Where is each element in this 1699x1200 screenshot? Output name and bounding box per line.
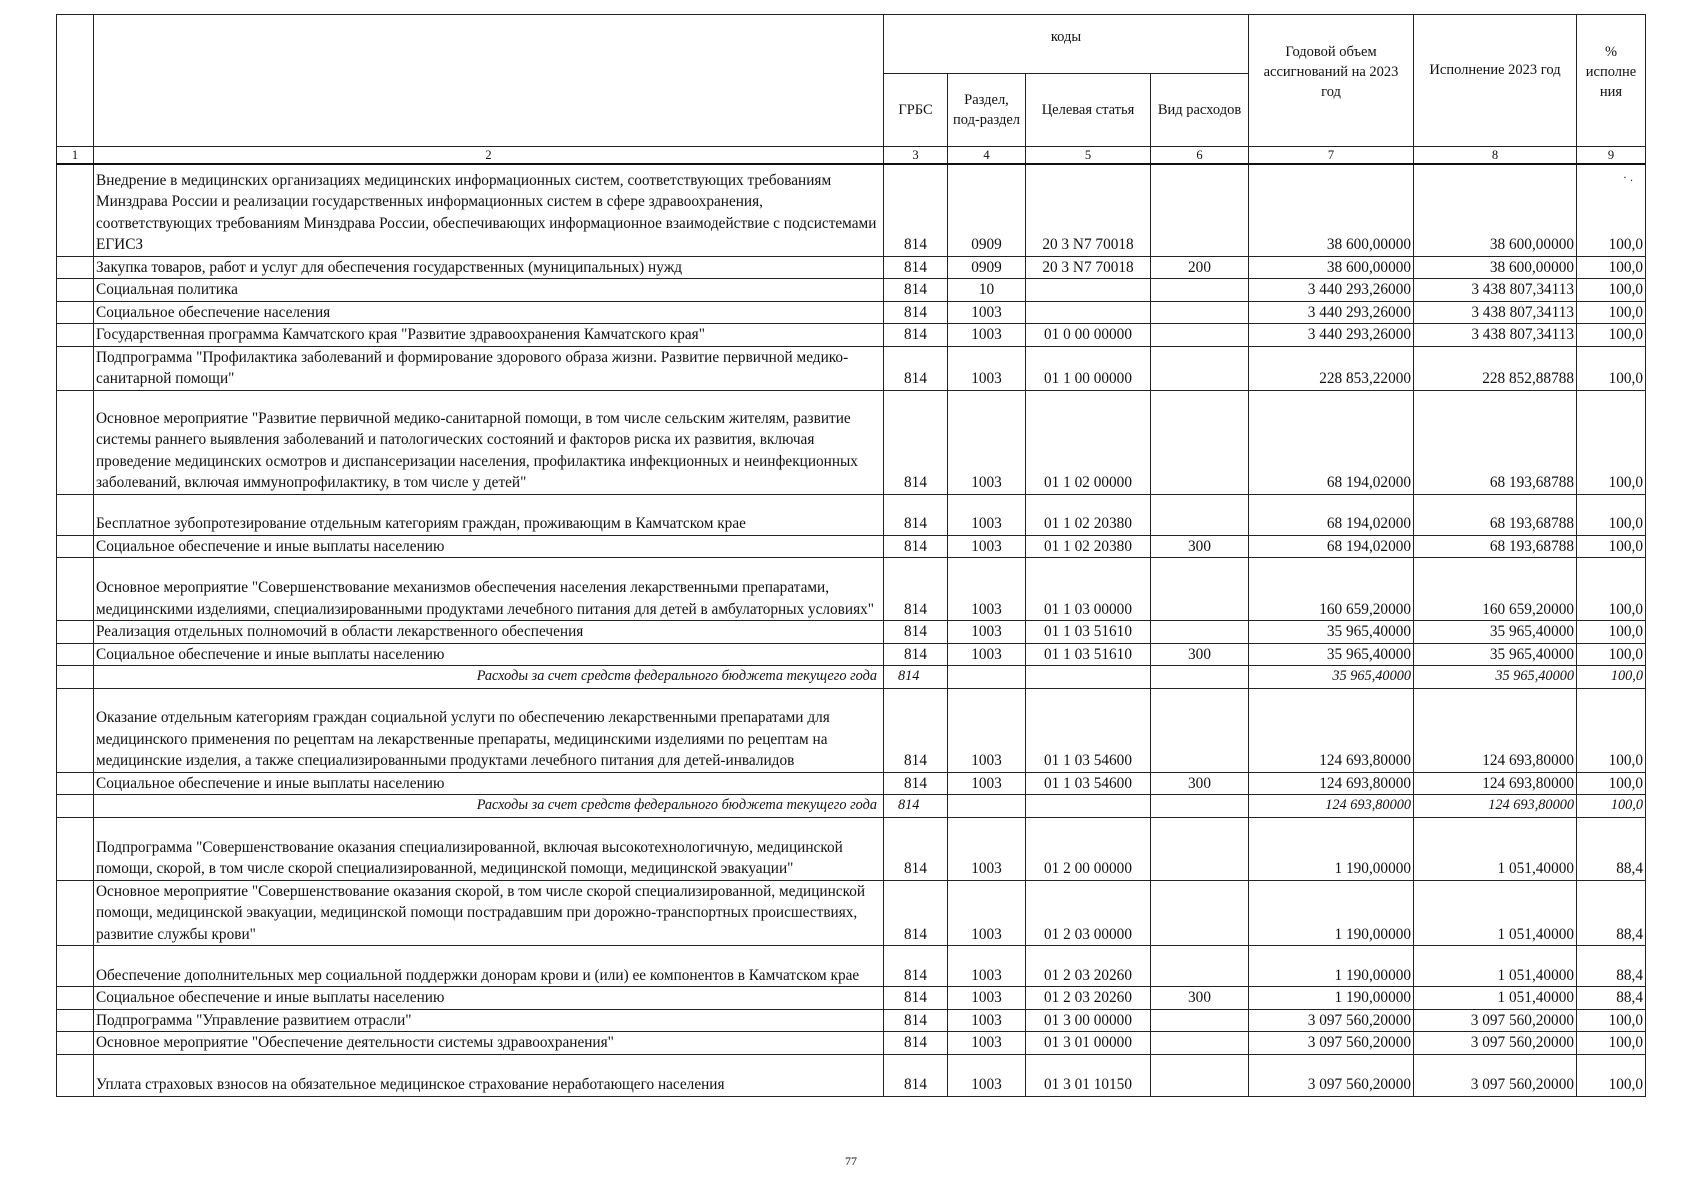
table-row — [57, 301, 1646, 324]
row-annual: 35 965,40000 — [1249, 643, 1414, 666]
row-grbs: 814 — [884, 795, 948, 818]
row-type — [1151, 688, 1249, 772]
row-grbs: 814 — [884, 643, 948, 666]
row-grbs: 814 — [884, 390, 948, 494]
header-type: Вид расходов — [1151, 74, 1249, 147]
column-numbers-row — [57, 147, 1646, 165]
row-grbs: 814 — [884, 688, 948, 772]
table-row — [57, 164, 1646, 256]
row-percent: 100,0 — [1577, 558, 1646, 621]
row-target: 01 1 03 51610 — [1026, 621, 1151, 644]
table-row — [57, 346, 1646, 390]
row-percent — [1577, 164, 1646, 256]
table-row — [57, 1032, 1646, 1055]
row-name: Социальное обеспечение населения — [94, 301, 884, 324]
col-number: 2 — [94, 147, 884, 165]
row-type — [1151, 164, 1249, 256]
row-name: Государственная программа Камчатского края "Развитие здравоохранения Камчатского края" — [94, 324, 884, 347]
row-section: 1003 — [948, 643, 1026, 666]
row-annual: 3 440 293,26000 — [1249, 324, 1414, 347]
row-type — [1151, 817, 1249, 880]
row-annual: 124 693,80000 — [1249, 795, 1414, 818]
row-target: 01 2 00 00000 — [1026, 817, 1151, 880]
col-number: 5 — [1026, 147, 1151, 165]
row-execution: 35 965,40000 — [1414, 666, 1577, 689]
row-number-cell — [57, 256, 94, 279]
table-row — [57, 946, 1646, 987]
row-section: 1003 — [948, 946, 1026, 987]
row-target: 01 2 03 20260 — [1026, 946, 1151, 987]
row-percent: 100,0 — [1577, 256, 1646, 279]
table-row — [57, 390, 1646, 494]
row-name: Социальное обеспечение и иные выплаты населению — [94, 987, 884, 1010]
row-name: Обеспечение дополнительных мер социальной поддержки донорам крови и (или) ее компонентов в Камчатском крае — [94, 946, 884, 987]
table-row — [57, 558, 1646, 621]
row-percent-value: 100,0 — [1608, 236, 1644, 253]
row-execution: 1 051,40000 — [1414, 987, 1577, 1010]
row-annual: 68 194,02000 — [1249, 390, 1414, 494]
row-number-cell — [57, 621, 94, 644]
row-target: 01 3 01 00000 — [1026, 1032, 1151, 1055]
row-target: 01 2 03 00000 — [1026, 880, 1151, 946]
row-grbs: 814 — [884, 164, 948, 256]
table-row — [57, 494, 1646, 535]
row-annual: 3 440 293,26000 — [1249, 279, 1414, 302]
row-execution: 3 438 807,34113 — [1414, 301, 1577, 324]
row-percent: 100,0 — [1577, 1032, 1646, 1055]
row-execution: 160 659,20000 — [1414, 558, 1577, 621]
table-row — [57, 621, 1646, 644]
table-row — [57, 987, 1646, 1010]
row-type — [1151, 621, 1249, 644]
row-name: Подпрограмма "Совершенствование оказания специализированной, включая высокотехнологичную, медицинской помощи, скорой, в том числе скорой специализированной, медицинской помощи, медицинской эвакуации" — [94, 817, 884, 880]
row-name: Бесплатное зубопротезирование отдельным категориям граждан, проживающим в Камчатском крае — [94, 494, 884, 535]
header-target: Целевая статья — [1026, 74, 1151, 147]
row-target: 20 3 N7 70018 — [1026, 164, 1151, 256]
row-number-cell — [57, 688, 94, 772]
row-number-cell — [57, 772, 94, 795]
row-grbs: 814 — [884, 1032, 948, 1055]
row-name: Внедрение в медицинских организациях медицинских информационных систем, соответствующих требованиям Минздрава России и реализации государственных информационных систем в сфере здравоохранения, соответствующих требованиям Минздрава России, обеспечивающих информационное взаимодействие с подсистемами ЕГИСЗ — [94, 164, 884, 256]
row-percent: 88,4 — [1577, 880, 1646, 946]
table-row — [57, 688, 1646, 772]
row-number-cell — [57, 817, 94, 880]
row-section: 1003 — [948, 817, 1026, 880]
row-name: Основное мероприятие "Развитие первичной медико-санитарной помощи, в том числе сельским жителям, развитие системы раннего выявления заболеваний и патологических состояний и факторов риска их развития, включая проведение медицинских осмотров и диспансеризации населения, профилактика инфекционных и неинфекционных заболеваний, включая иммунопрофилактику, в том числе у детей" — [94, 390, 884, 494]
header-execution: Исполнение 2023 год — [1414, 15, 1577, 147]
col-number: 1 — [57, 147, 94, 165]
row-name: Основное мероприятие "Совершенствование оказания скорой, в том числе скорой специализированной, медицинской помощи, медицинской эвакуации, медицинской помощи пострадавшим при дорожно-транспортных происшествиях, развитие службы крови" — [94, 880, 884, 946]
row-target: 01 3 01 10150 — [1026, 1054, 1151, 1096]
row-execution: 3 438 807,34113 — [1414, 279, 1577, 302]
row-execution: 124 693,80000 — [1414, 688, 1577, 772]
row-type — [1151, 1032, 1249, 1055]
row-number-cell — [57, 301, 94, 324]
row-annual: 1 190,00000 — [1249, 987, 1414, 1010]
row-grbs: 814 — [884, 256, 948, 279]
row-percent: 100,0 — [1577, 772, 1646, 795]
row-type — [1151, 390, 1249, 494]
row-number-cell — [57, 795, 94, 818]
row-section: 1003 — [948, 621, 1026, 644]
row-execution: 1 051,40000 — [1414, 817, 1577, 880]
row-percent: 88,4 — [1577, 817, 1646, 880]
stray-mark: · . — [1623, 170, 1634, 184]
row-execution: 3 097 560,20000 — [1414, 1009, 1577, 1032]
row-annual: 1 190,00000 — [1249, 817, 1414, 880]
row-number-cell — [57, 1032, 94, 1055]
row-annual: 3 097 560,20000 — [1249, 1032, 1414, 1055]
row-number-cell — [57, 1054, 94, 1096]
row-grbs: 814 — [884, 301, 948, 324]
row-target: 01 1 03 00000 — [1026, 558, 1151, 621]
row-section: 1003 — [948, 535, 1026, 558]
row-type — [1151, 558, 1249, 621]
row-grbs: 814 — [884, 279, 948, 302]
report-page — [56, 14, 1645, 1097]
col-number: 6 — [1151, 147, 1249, 165]
col-number: 7 — [1249, 147, 1414, 165]
row-number-cell — [57, 880, 94, 946]
row-target: 01 1 02 00000 — [1026, 390, 1151, 494]
row-execution: 38 600,00000 — [1414, 256, 1577, 279]
table-row — [57, 643, 1646, 666]
row-type: 300 — [1151, 772, 1249, 795]
header-row-top — [57, 15, 1646, 74]
row-section: 1003 — [948, 324, 1026, 347]
row-target — [1026, 301, 1151, 324]
row-execution: 3 438 807,34113 — [1414, 324, 1577, 347]
row-section: 1003 — [948, 1009, 1026, 1032]
row-percent: 100,0 — [1577, 621, 1646, 644]
row-grbs: 814 — [884, 772, 948, 795]
row-execution: 35 965,40000 — [1414, 643, 1577, 666]
row-type — [1151, 666, 1249, 689]
row-percent: 100,0 — [1577, 795, 1646, 818]
row-section: 1003 — [948, 301, 1026, 324]
row-target: 01 3 00 00000 — [1026, 1009, 1151, 1032]
row-annual: 35 965,40000 — [1249, 666, 1414, 689]
row-type — [1151, 880, 1249, 946]
row-type — [1151, 324, 1249, 347]
row-annual: 38 600,00000 — [1249, 164, 1414, 256]
col-number: 3 — [884, 147, 948, 165]
table-row — [57, 279, 1646, 302]
row-section: 1003 — [948, 772, 1026, 795]
row-execution: 228 852,88788 — [1414, 346, 1577, 390]
row-grbs: 814 — [884, 621, 948, 644]
row-grbs: 814 — [884, 880, 948, 946]
header-codes: коды — [884, 15, 1249, 74]
row-name: Оказание отдельным категориям граждан социальной услуги по обеспечению лекарственными препаратами для медицинского применения по рецептам на лекарственные препараты, медицинскими изделиями по рецептам на медицинские изделия, а также специализированными продуктами лечебного питания для детей-инвалидов — [94, 688, 884, 772]
row-execution: 124 693,80000 — [1414, 772, 1577, 795]
row-section: 1003 — [948, 987, 1026, 1010]
row-number-cell — [57, 390, 94, 494]
header-col-2 — [94, 15, 884, 147]
row-number-cell — [57, 346, 94, 390]
row-section: 1003 — [948, 688, 1026, 772]
row-percent: 100,0 — [1577, 1009, 1646, 1032]
row-section: 0909 — [948, 164, 1026, 256]
row-grbs: 814 — [884, 346, 948, 390]
row-annual: 1 190,00000 — [1249, 946, 1414, 987]
row-type — [1151, 301, 1249, 324]
row-annual: 38 600,00000 — [1249, 256, 1414, 279]
row-name: Основное мероприятие "Совершенствование механизмов обеспечения населения лекарственными препаратами, медицинскими изделиями, специализированными продуктами лечебного питания для детей в амбулаторных условиях" — [94, 558, 884, 621]
row-type — [1151, 346, 1249, 390]
row-name: Закупка товаров, работ и услуг для обеспечения государственных (муниципальных) нужд — [94, 256, 884, 279]
row-annual: 228 853,22000 — [1249, 346, 1414, 390]
row-section: 1003 — [948, 1054, 1026, 1096]
row-grbs: 814 — [884, 558, 948, 621]
row-grbs: 814 — [884, 535, 948, 558]
table-header — [57, 15, 1646, 165]
row-percent: 100,0 — [1577, 535, 1646, 558]
row-type — [1151, 795, 1249, 818]
row-annual: 35 965,40000 — [1249, 621, 1414, 644]
row-type — [1151, 1009, 1249, 1032]
row-annual: 3 097 560,20000 — [1249, 1009, 1414, 1032]
row-grbs: 814 — [884, 324, 948, 347]
row-grbs: 814 — [884, 817, 948, 880]
row-percent: 100,0 — [1577, 301, 1646, 324]
row-target: 01 1 00 00000 — [1026, 346, 1151, 390]
table-row — [57, 666, 1646, 689]
row-target: 01 1 03 54600 — [1026, 772, 1151, 795]
row-annual: 124 693,80000 — [1249, 688, 1414, 772]
table-row — [57, 772, 1646, 795]
row-type — [1151, 1054, 1249, 1096]
row-percent: 100,0 — [1577, 279, 1646, 302]
row-number-cell — [57, 666, 94, 689]
row-number-cell — [57, 643, 94, 666]
row-name: Социальное обеспечение и иные выплаты населению — [94, 772, 884, 795]
row-percent: 100,0 — [1577, 390, 1646, 494]
row-percent: 88,4 — [1577, 987, 1646, 1010]
row-section: 1003 — [948, 494, 1026, 535]
row-target — [1026, 795, 1151, 818]
row-execution: 68 193,68788 — [1414, 535, 1577, 558]
table-row — [57, 817, 1646, 880]
row-percent: 100,0 — [1577, 643, 1646, 666]
row-number-cell — [57, 494, 94, 535]
row-annual: 68 194,02000 — [1249, 535, 1414, 558]
row-target: 01 2 03 20260 — [1026, 987, 1151, 1010]
row-type — [1151, 279, 1249, 302]
row-grbs: 814 — [884, 987, 948, 1010]
row-percent: 88,4 — [1577, 946, 1646, 987]
row-name: Уплата страховых взносов на обязательное медицинское страхование неработающего населения — [94, 1054, 884, 1096]
row-annual: 124 693,80000 — [1249, 772, 1414, 795]
row-execution: 124 693,80000 — [1414, 795, 1577, 818]
table-row — [57, 324, 1646, 347]
row-grbs: 814 — [884, 946, 948, 987]
row-execution: 1 051,40000 — [1414, 880, 1577, 946]
row-type: 300 — [1151, 535, 1249, 558]
page-number: 77 — [845, 1154, 857, 1168]
budget-execution-table — [56, 14, 1646, 1097]
row-number-cell — [57, 558, 94, 621]
row-name: Реализация отдельных полномочий в области лекарственного обеспечения — [94, 621, 884, 644]
row-type: 200 — [1151, 256, 1249, 279]
table-row — [57, 1054, 1646, 1096]
row-annual: 68 194,02000 — [1249, 494, 1414, 535]
col-number: 9 — [1577, 147, 1646, 165]
row-annual: 3 440 293,26000 — [1249, 301, 1414, 324]
row-name: Подпрограмма "Профилактика заболеваний и формирование здорового образа жизни. Развитие первичной медико-санитарной помощи" — [94, 346, 884, 390]
row-number-cell — [57, 279, 94, 302]
row-name: Социальное обеспечение и иные выплаты населению — [94, 643, 884, 666]
table-row — [57, 1009, 1646, 1032]
table-row — [57, 880, 1646, 946]
header-annual: Годовой объем ассигнований на 2023 год — [1249, 15, 1414, 147]
table-row — [57, 256, 1646, 279]
row-target: 01 0 00 00000 — [1026, 324, 1151, 347]
row-section: 1003 — [948, 880, 1026, 946]
row-execution: 68 193,68788 — [1414, 494, 1577, 535]
row-execution: 35 965,40000 — [1414, 621, 1577, 644]
header-col-1 — [57, 15, 94, 147]
row-section — [948, 666, 1026, 689]
row-number-cell — [57, 1009, 94, 1032]
row-type — [1151, 946, 1249, 987]
row-execution: 1 051,40000 — [1414, 946, 1577, 987]
row-name: Социальная политика — [94, 279, 884, 302]
row-section: 1003 — [948, 558, 1026, 621]
row-target: 01 1 02 20380 — [1026, 494, 1151, 535]
row-name: Основное мероприятие "Обеспечение деятельности системы здравоохранения" — [94, 1032, 884, 1055]
header-section: Раздел, под-раздел — [948, 74, 1026, 147]
row-target: 01 1 02 20380 — [1026, 535, 1151, 558]
row-execution: 3 097 560,20000 — [1414, 1054, 1577, 1096]
row-grbs: 814 — [884, 1054, 948, 1096]
row-number-cell — [57, 946, 94, 987]
row-target: 01 1 03 51610 — [1026, 643, 1151, 666]
row-target — [1026, 666, 1151, 689]
row-target — [1026, 279, 1151, 302]
row-section: 1003 — [948, 1032, 1026, 1055]
row-annual: 3 097 560,20000 — [1249, 1054, 1414, 1096]
row-section: 0909 — [948, 256, 1026, 279]
row-grbs: 814 — [884, 666, 948, 689]
row-execution: 3 097 560,20000 — [1414, 1032, 1577, 1055]
row-grbs: 814 — [884, 494, 948, 535]
row-percent: 100,0 — [1577, 346, 1646, 390]
row-name: Подпрограмма "Управление развитием отрасли" — [94, 1009, 884, 1032]
row-section: 1003 — [948, 390, 1026, 494]
row-execution: 38 600,00000 — [1414, 164, 1577, 256]
row-name: Расходы за счет средств федерального бюджета текущего года — [94, 795, 884, 818]
table-row — [57, 535, 1646, 558]
row-percent: 100,0 — [1577, 324, 1646, 347]
row-percent: 100,0 — [1577, 494, 1646, 535]
row-target: 01 1 03 54600 — [1026, 688, 1151, 772]
row-annual: 160 659,20000 — [1249, 558, 1414, 621]
row-number-cell — [57, 164, 94, 256]
row-section: 10 — [948, 279, 1026, 302]
row-type — [1151, 494, 1249, 535]
row-name: Социальное обеспечение и иные выплаты населению — [94, 535, 884, 558]
row-percent: 100,0 — [1577, 688, 1646, 772]
row-section: 1003 — [948, 346, 1026, 390]
table-body — [57, 164, 1646, 1096]
table-row — [57, 795, 1646, 818]
col-number: 8 — [1414, 147, 1577, 165]
row-type: 300 — [1151, 987, 1249, 1010]
row-percent: 100,0 — [1577, 666, 1646, 689]
row-grbs: 814 — [884, 1009, 948, 1032]
row-number-cell — [57, 987, 94, 1010]
row-target: 20 3 N7 70018 — [1026, 256, 1151, 279]
header-percent: % исполне ния — [1577, 15, 1646, 147]
row-type: 300 — [1151, 643, 1249, 666]
header-grbs: ГРБС — [884, 74, 948, 147]
col-number: 4 — [948, 147, 1026, 165]
row-name: Расходы за счет средств федерального бюджета текущего года — [94, 666, 884, 689]
row-number-cell — [57, 535, 94, 558]
row-section — [948, 795, 1026, 818]
row-number-cell — [57, 324, 94, 347]
row-execution: 68 193,68788 — [1414, 390, 1577, 494]
row-percent: 100,0 — [1577, 1054, 1646, 1096]
row-annual: 1 190,00000 — [1249, 880, 1414, 946]
